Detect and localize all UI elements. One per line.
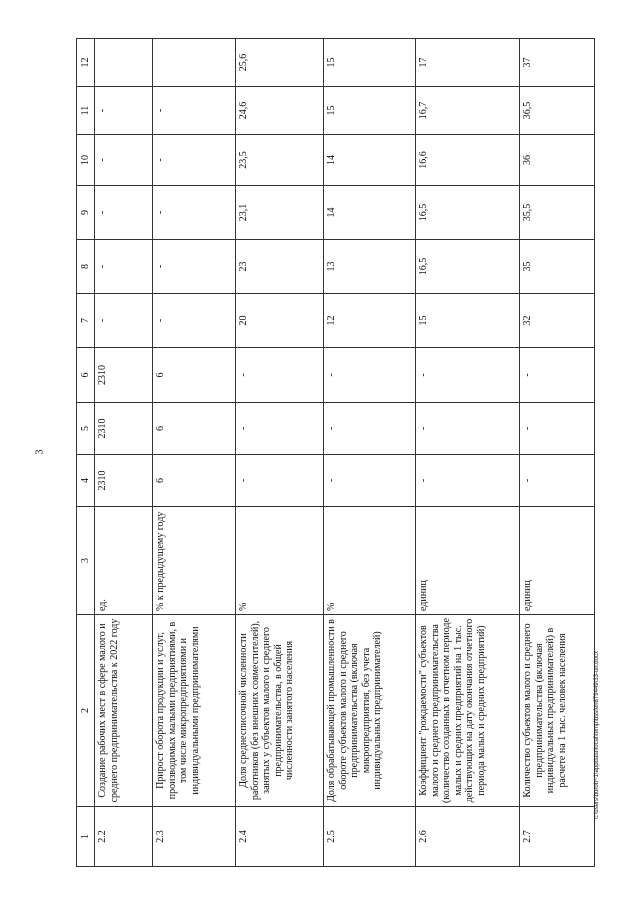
header-cell: 9 <box>77 186 95 240</box>
indicator-name: Создание рабочих мест в сфере малого и среднего предпринимательства к 2022 году <box>95 615 153 807</box>
table-row <box>520 39 595 867</box>
indicator-name: Количество субъектов малого и среднего предпринимательства (включая индивидуальных предпринимателей) в расчете на 1 тыс. человек населения <box>520 615 595 807</box>
header-cell: 1 <box>77 807 95 867</box>
value-cell: - <box>95 186 153 240</box>
value-cell <box>153 39 236 87</box>
row-number: 2.6 <box>416 807 520 867</box>
page-number: 3 <box>34 449 46 455</box>
value-cell: 2310 <box>95 348 153 403</box>
row-number: 2.5 <box>324 807 416 867</box>
value-cell: 36,5 <box>520 87 595 135</box>
header-cell: 2 <box>77 615 95 807</box>
value-cell: 16,6 <box>416 135 520 186</box>
table-row <box>153 39 236 867</box>
table-row <box>416 39 520 867</box>
row-number: 2.3 <box>153 807 236 867</box>
value-cell: 16,5 <box>416 240 520 294</box>
value-cell: 20 <box>236 294 324 348</box>
unit-cell: единиц <box>416 507 520 615</box>
value-cell: - <box>153 135 236 186</box>
value-cell: 15 <box>416 294 520 348</box>
header-cell: 3 <box>77 507 95 615</box>
value-cell: - <box>520 348 595 403</box>
value-cell: - <box>416 348 520 403</box>
value-cell: 2310 <box>95 455 153 507</box>
header-cell: 12 <box>77 39 95 87</box>
value-cell: 6 <box>153 403 236 455</box>
indicator-name: Коэффициент "рождаемости" субъектов малого и среднего предпринимательства (количество созданных в отчетном периоде малых и средних предприятий на 1 тыс. действующих на дату окончания отчетного периода малых и средних предприятий) <box>416 615 520 807</box>
row-number: 2.7 <box>520 807 595 867</box>
header-cell: 8 <box>77 240 95 294</box>
indicator-name: Доля среднесписочной численности работников (без внешних совместителей), занятых у субъектов малого и среднего предпринимательства, в общей численности занятого населения <box>236 615 324 807</box>
indicator-name: Прирост оборота продукции и услуг, производимых малыми предприятиями, в том числе микропредприятиями и индивидуальными предпринимателями <box>153 615 236 807</box>
value-cell: - <box>416 403 520 455</box>
value-cell: 35,5 <box>520 186 595 240</box>
header-cell: 7 <box>77 294 95 348</box>
value-cell: - <box>324 403 416 455</box>
value-cell: - <box>520 403 595 455</box>
value-cell: 17 <box>416 39 520 87</box>
value-cell: 15 <box>324 39 416 87</box>
value-cell: - <box>95 294 153 348</box>
value-cell: 37 <box>520 39 595 87</box>
table-row <box>95 39 153 867</box>
rotated-table-container <box>76 39 594 867</box>
value-cell: - <box>95 135 153 186</box>
row-number: 2.4 <box>236 807 324 867</box>
header-cell: 4 <box>77 455 95 507</box>
value-cell: - <box>416 455 520 507</box>
indicator-name: Доля обрабатывающей промышленности в обороте субъектов малого и среднего предпринимательства (включая микропредприятия, без учета индивидуальных предпринимателей) <box>324 615 416 807</box>
value-cell: 16,5 <box>416 186 520 240</box>
value-cell: - <box>153 186 236 240</box>
table-row <box>236 39 324 867</box>
value-cell: 23,1 <box>236 186 324 240</box>
value-cell: 32 <box>520 294 595 348</box>
value-cell: 13 <box>324 240 416 294</box>
unit-cell: % к предыдущему году <box>153 507 236 615</box>
value-cell: 6 <box>153 348 236 403</box>
value-cell: - <box>324 455 416 507</box>
value-cell: - <box>153 240 236 294</box>
value-cell: 16,7 <box>416 87 520 135</box>
value-cell: - <box>95 240 153 294</box>
value-cell: 24,6 <box>236 87 324 135</box>
header-cell: 10 <box>77 135 95 186</box>
unit-cell: % <box>236 507 324 615</box>
table-row <box>324 39 416 867</box>
value-cell: - <box>236 403 324 455</box>
unit-cell: % <box>324 507 416 615</box>
value-cell: 2310 <box>95 403 153 455</box>
value-cell: - <box>153 294 236 348</box>
value-cell: 36 <box>520 135 595 186</box>
value-cell: 23 <box>236 240 324 294</box>
value-cell: 25,6 <box>236 39 324 87</box>
row-number: 2.2 <box>95 807 153 867</box>
value-cell: - <box>520 455 595 507</box>
value-cell: 12 <box>324 294 416 348</box>
value-cell: - <box>95 87 153 135</box>
unit-cell: единиц <box>520 507 595 615</box>
value-cell: - <box>324 348 416 403</box>
value-cell: 35 <box>520 240 595 294</box>
value-cell: 23,5 <box>236 135 324 186</box>
value-cell: 14 <box>324 135 416 186</box>
value-cell: - <box>153 87 236 135</box>
value-cell: 6 <box>153 455 236 507</box>
header-cell: 6 <box>77 348 95 403</box>
header-cell: 5 <box>77 403 95 455</box>
file-path-footer: c:\users\borob~1\appdata\local\temp\bssfen879449\33-un.docx <box>594 651 600 819</box>
value-cell: - <box>236 348 324 403</box>
unit-cell: ед. <box>95 507 153 615</box>
indicator-table <box>76 38 595 867</box>
value-cell: 15 <box>324 87 416 135</box>
header-cell: 11 <box>77 87 95 135</box>
value-cell: - <box>236 455 324 507</box>
header-row <box>77 39 95 867</box>
value-cell: 14 <box>324 186 416 240</box>
value-cell <box>95 39 153 87</box>
